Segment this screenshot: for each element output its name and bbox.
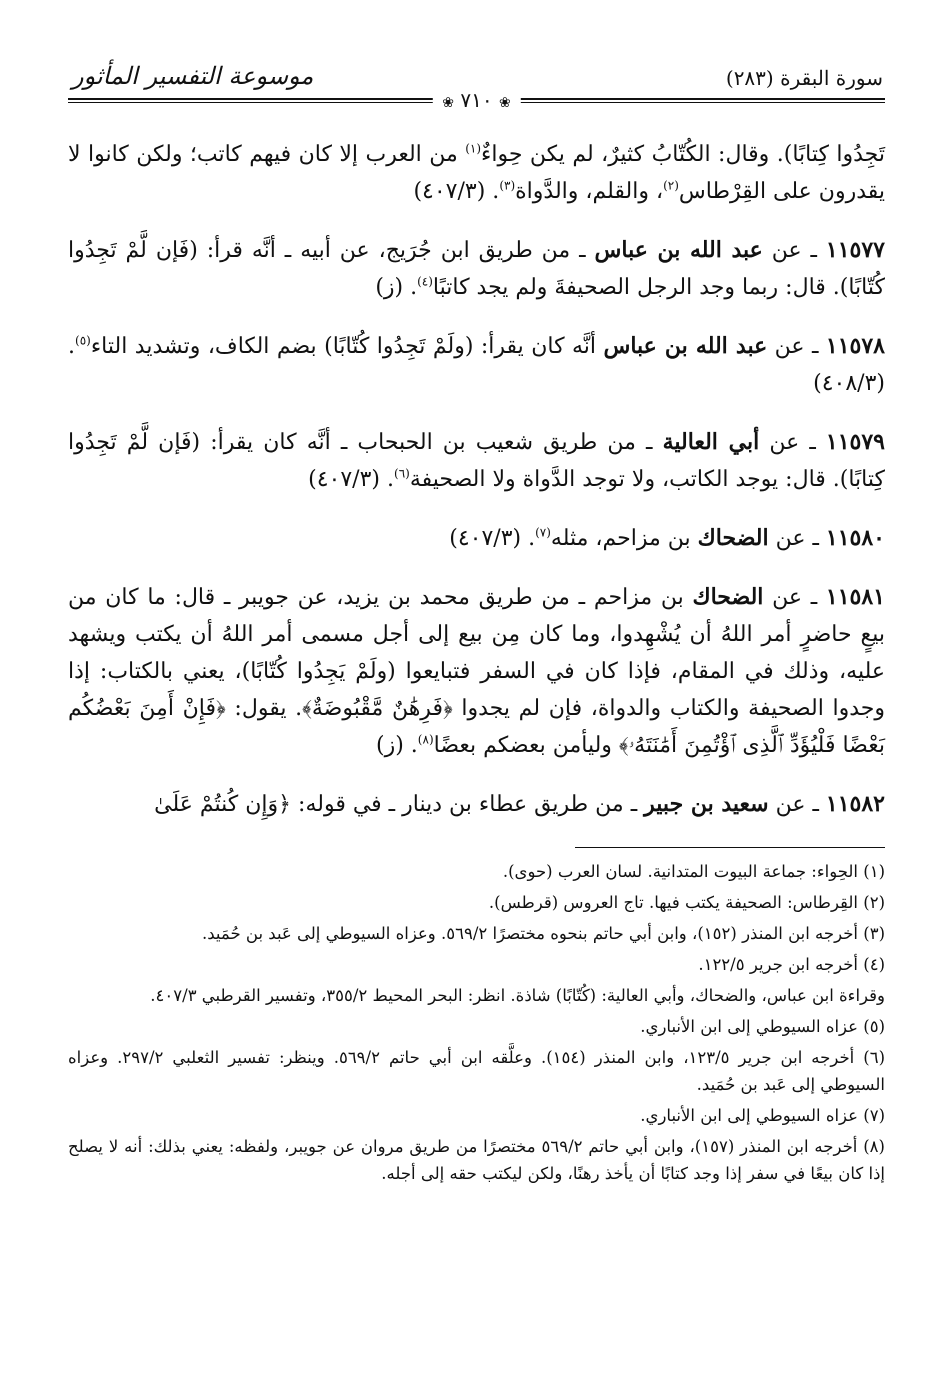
footnote-marker: (٣) xyxy=(499,178,516,193)
narrator-name: عبد الله بن عباس xyxy=(603,333,768,359)
entry-number: ١١٥٧٧ xyxy=(825,237,885,263)
narrator-name: عبد الله بن عباس xyxy=(594,237,763,263)
narration-entry: ١١٥٧٨ ـ عن عبد الله بن عباس أنَّه كان يقرأ: (ولَمْ تَجِدُوا كُتّابًا) بضم الكاف، وتشديد التاء$^{(٥)}$. (٤٠٨/٣) xyxy=(68,333,885,396)
footnote: (٥) عزاه السيوطي إلى ابن الأنباري. xyxy=(640,1017,885,1036)
surah-label: سورة البقرة xyxy=(780,66,883,90)
footnote: (١) الحِواء: جماعة البيوت المتدانية. لسان العرب (حوى). xyxy=(502,862,885,881)
ornament-icon: ❀ xyxy=(442,95,455,111)
footnote-marker: (٥) xyxy=(75,333,91,348)
narration-entry: ١١٥٨١ ـ عن الضحاك بن مزاحم ـ من طريق محمد بن يزيد، عن جويبر ـ قال: ما كان من بيعٍ حاضرٍ أمر اللهُ أن يُشْهِدوا، وما كان مِن بيع إلى أجل مسمى أمر اللهُ أن يكتب ويشهد عليه، وذلك في المقام، فإذا كان في السفر فتبايعوا (ولَمْ يَجِدُوا كُتّابًا)، يعني بالكتاب: إذا وجدوا الصحيفة والكتاب والدواة، فإن لم يجدوا ﴿فَرِهَٰنٌ مَّقْبُوضَةٌ﴾. يقول: ﴿فَإِنْ أَمِنَ بَعْضُكُم بَعْضًا فَلْيُؤَدِّ ٱلَّذِى ٱؤْتُمِنَ أَمَٰنَتَهُۥ﴾ وليأمن بعضكم بعضًا$^{(٨)}$. (ز) xyxy=(68,584,885,758)
volume-reference: . (٤٠٧/٣) xyxy=(413,179,500,204)
narration-entry: ١١٥٨٠ ـ عن الضحاك بن مزاحم، مثله$^{(٧)}$. (٤٠٧/٣) xyxy=(449,525,885,551)
page-header xyxy=(68,52,885,114)
narrator-name: أبي العالية xyxy=(662,429,760,455)
entry-number: ١١٥٧٨ xyxy=(825,333,885,359)
ornament-icon: ❀ xyxy=(498,95,511,111)
entry-number: ١١٥٨٠ xyxy=(825,525,885,551)
narrator-name: سعيد بن جبير xyxy=(644,791,769,817)
volume-reference: . (٤٠٧/٣) xyxy=(449,526,536,551)
running-head-surah xyxy=(726,66,883,90)
narration-entry: ١١٥٧٩ ـ عن أبي العالية ـ من طريق شعيب بن الحبحاب ـ أنَّه كان يقرأ: (فَإن لَّمْ تَجِدُوا كِتابًا). قال: يوجد الكاتب، ولا توجد الدَّواة ولا الصحيفة$^{(٦)}$. (٤٠٧/٣) xyxy=(68,429,885,492)
footnote: (٢) القِرطاس: الصحيفة يكتب فيها. تاج العروس (قرطس). xyxy=(488,893,885,912)
footnote-marker: (١) xyxy=(465,141,482,156)
entry-number: ١١٥٨٢ xyxy=(825,791,885,817)
footnote-separator xyxy=(575,847,885,848)
narrator-name: الضحاك xyxy=(692,584,764,610)
narrator-name: الضحاك xyxy=(697,525,769,551)
text-paragraph: تَجِدُوا كِتابًا). وقال: الكُتّابُ كثيرٌ، لم يكن حِواءٌ$^{(١)}$ من العرب إلا كان فيهم كاتب؛ ولكن كانوا لا يقدرون على القِرْطاس$^{(٢)}$، والقلم، والدَّواة$^{(٣)}$. (٤٠٧/٣) xyxy=(68,141,886,204)
volume-reference: . (ز) xyxy=(375,275,418,300)
verse-reference: (٢٨٣) xyxy=(725,66,774,90)
volume-reference: . (ز) xyxy=(376,733,418,758)
volume-reference: . (٤٠٨/٣) xyxy=(68,334,885,396)
footnotes xyxy=(68,858,885,1187)
volume-reference: . (٤٠٧/٣) xyxy=(308,467,394,492)
footnote: (٣) أخرجه ابن المنذر (١٥٢)، وابن أبي حاتم بنحوه مختصرًا ٥٦٩/٢. وعزاه السيوطي إلى عَبد بن حُمَيد. xyxy=(202,924,885,943)
book-page xyxy=(68,52,885,1384)
footnote-marker: (٨) xyxy=(417,732,434,747)
page-number: ٧١٠ xyxy=(460,88,493,112)
footnote: (٤) أخرجه ابن جرير ١٢٢/٥. xyxy=(698,955,885,974)
entry-number: ١١٥٨١ xyxy=(825,584,885,610)
footnote-marker: (٦) xyxy=(394,466,410,481)
footnote-marker: (٤) xyxy=(417,274,433,289)
footnote: (٧) عزاه السيوطي إلى ابن الأنباري. xyxy=(640,1106,885,1125)
footnote: (٨) أخرجه ابن المنذر (١٥٧)، وابن أبي حاتم ٥٦٩/٢ مختصرًا من طريق مروان عن جويبر، ولفظه: يعني بذلك: أنه لا يصلح إذا كان بيعًا في سفر إذا وجد كتابًا أن يأخذ رهنًا، ولكن ليكتب حقه إلى أجله. xyxy=(68,1137,885,1183)
running-head-book-title: موسوعة التفسير المأثور xyxy=(72,62,314,90)
entry-number: ١١٥٧٩ xyxy=(825,429,885,455)
narration-entry: ١١٥٧٧ ـ عن عبد الله بن عباس ـ من طريق ابن جُرَيج، عن أبيه ـ أنَّه قرأ: (فَإن لَّمْ تَجِدُوا كُتّابًا). قال: ربما وجد الرجل الصحيفةَ ولم يجد كاتبًا$^{(٤)}$. (ز) xyxy=(68,237,885,300)
narration-entry: ١١٥٨٢ ـ عن سعيد بن جبير ـ من طريق عطاء بن دينار ـ في قوله: ﴿وَإِن كُنتُمْ عَلَىٰ xyxy=(154,791,885,817)
page-number-block xyxy=(432,88,520,112)
footnote: وقراءة ابن عباس، والضحاك، وأبي العالية: (كُتّابًا) شاذة. انظر: البحر المحيط ٣٥٥/٢، وتفسير القرطبي ٤٠٧/٣. xyxy=(150,986,885,1005)
footnote: (٦) أخرجه ابن جرير ١٢٣/٥، وابن المنذر (١٥٤). وعلَّقه ابن أبي حاتم ٥٦٩/٢. وينظر: تفسير الثعلبي ٢٩٧/٢. وعزاه السيوطي إلى عَبد بن حُمَيد. xyxy=(68,1048,886,1094)
main-text xyxy=(68,136,885,823)
footnote-marker: (٢) xyxy=(663,178,679,193)
footnote-marker: (٧) xyxy=(535,525,551,540)
